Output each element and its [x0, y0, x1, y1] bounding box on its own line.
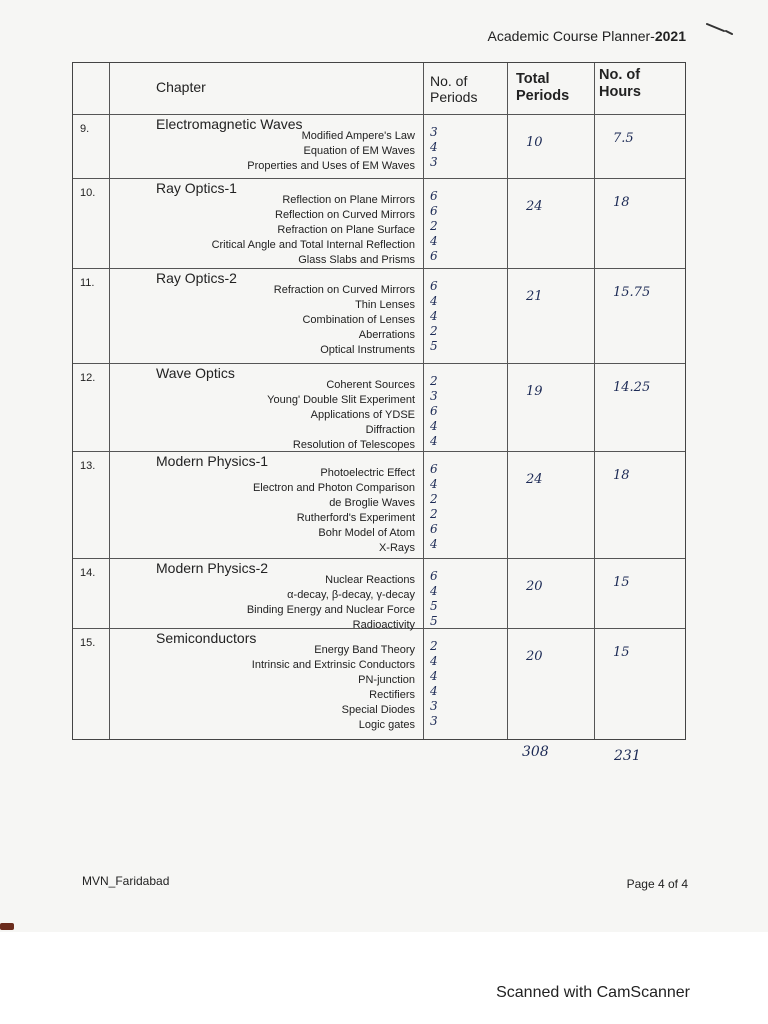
period-value: 4	[430, 140, 438, 154]
period-value: 3	[430, 389, 438, 403]
period-value: 2	[430, 374, 438, 388]
topic-item: Reflection on Curved Mirrors	[275, 209, 415, 221]
hours-value: 7.5	[613, 131, 634, 146]
total-periods-value: 24	[526, 199, 543, 214]
topic-item: Reflection on Plane Mirrors	[282, 194, 415, 206]
period-value: 4	[430, 684, 438, 698]
topic-item: de Broglie Waves	[329, 497, 415, 509]
periods-cell	[424, 115, 508, 179]
period-value: 6	[430, 189, 438, 203]
period-list	[430, 189, 438, 264]
chapter-cell	[110, 452, 424, 559]
periods-cell	[424, 452, 508, 559]
total-periods-cell	[508, 629, 595, 739]
total-periods-cell	[508, 559, 595, 629]
period-list	[430, 462, 438, 552]
chapter-cell	[110, 629, 424, 739]
hours-value: 18	[613, 195, 630, 210]
grand-total-periods: 308	[522, 744, 549, 760]
chapter-title: Ray Optics-1	[156, 180, 237, 196]
total-periods-cell	[508, 269, 595, 364]
hours-cell	[595, 269, 685, 364]
period-list	[430, 639, 438, 729]
chapter-number: 12.	[73, 364, 110, 452]
period-value: 6	[430, 462, 438, 476]
periods-cell	[424, 559, 508, 629]
document-title: Academic Course Planner-2021	[487, 28, 686, 44]
periods-cell	[424, 629, 508, 739]
topic-item: Coherent Sources	[326, 379, 415, 391]
period-value: 6	[430, 522, 438, 536]
chapter-cell	[110, 115, 424, 179]
chapter-cell	[110, 269, 424, 364]
topic-list	[267, 378, 415, 453]
chapter-cell	[110, 559, 424, 629]
period-value: 5	[430, 339, 438, 353]
total-periods-value: 10	[526, 135, 543, 150]
topic-item: Refraction on Curved Mirrors	[273, 284, 415, 296]
hours-cell	[595, 179, 685, 269]
total-periods-cell	[508, 364, 595, 452]
period-value: 3	[430, 699, 438, 713]
hours-cell	[595, 629, 685, 739]
period-value: 4	[430, 234, 438, 248]
topic-item: Special Diodes	[341, 704, 415, 716]
topic-list	[252, 643, 415, 733]
topic-item: Modified Ampere's Law	[301, 130, 415, 142]
hours-cell	[595, 115, 685, 179]
chapter-title: Semiconductors	[156, 630, 257, 646]
period-value: 3	[430, 155, 438, 169]
chapter-title: Electromagnetic Waves	[156, 116, 303, 132]
topic-item: Combination of Lenses	[302, 314, 415, 326]
total-periods-cell	[508, 452, 595, 559]
topic-item: Intrinsic and Extrinsic Conductors	[251, 659, 415, 671]
header-total-periods: Total Periods	[508, 63, 595, 115]
topic-item: Critical Angle and Total Internal Reflection	[211, 239, 415, 251]
page-number: Page 4 of 4	[626, 877, 688, 891]
total-periods-value: 24	[526, 472, 543, 487]
scanner-watermark: Scanned with CamScanner	[496, 984, 690, 1001]
course-planner-table	[72, 62, 686, 740]
period-value: 2	[430, 507, 438, 521]
header-chapter: Chapter	[110, 63, 424, 115]
period-value: 4	[430, 654, 438, 668]
chapter-cell	[110, 179, 424, 269]
header-hours: No. of Hours	[595, 63, 685, 115]
topic-item: Photoelectric Effect	[320, 467, 415, 479]
chapter-number: 15.	[73, 629, 110, 739]
hours-value: 15.75	[613, 285, 651, 300]
topic-item: Glass Slabs and Prisms	[298, 254, 415, 266]
topic-list	[247, 573, 415, 633]
total-periods-cell	[508, 179, 595, 269]
topic-item: Properties and Uses of EM Waves	[247, 160, 415, 172]
total-periods-cell	[508, 115, 595, 179]
topic-item: Resolution of Telescopes	[292, 439, 415, 451]
total-periods-value: 21	[526, 289, 543, 304]
period-value: 2	[430, 492, 438, 506]
topic-item: Radioactivity	[352, 619, 415, 631]
period-value: 5	[430, 614, 438, 628]
periods-cell	[424, 364, 508, 452]
period-value: 2	[430, 639, 438, 653]
topic-item: Applications of YDSE	[310, 409, 415, 421]
chapter-title: Modern Physics-1	[156, 453, 269, 469]
chapter-cell	[110, 364, 424, 452]
period-value: 4	[430, 419, 438, 433]
chapter-title: Ray Optics-2	[156, 270, 237, 286]
hours-value: 18	[613, 468, 630, 483]
topic-item: Young' Double Slit Experiment	[267, 394, 415, 406]
topic-item: Rutherford's Experiment	[296, 512, 415, 524]
period-value: 6	[430, 204, 438, 218]
period-value: 4	[430, 584, 438, 598]
topic-item: Optical Instruments	[320, 344, 415, 356]
chapter-number: 13.	[73, 452, 110, 559]
chapter-title: Modern Physics-2	[156, 560, 269, 576]
period-list	[430, 374, 438, 449]
chapter-number: 14.	[73, 559, 110, 629]
topic-item: Diffraction	[365, 424, 415, 436]
scan-edge-mark	[0, 923, 14, 930]
hours-cell	[595, 452, 685, 559]
period-value: 4	[430, 477, 438, 491]
period-value: 6	[430, 404, 438, 418]
pen-stroke-mark	[706, 22, 734, 36]
periods-cell	[424, 179, 508, 269]
topic-item: Nuclear Reactions	[325, 574, 415, 586]
topic-item: Thin Lenses	[355, 299, 415, 311]
period-value: 6	[430, 569, 438, 583]
hours-value: 14.25	[613, 380, 651, 395]
topic-list	[253, 466, 415, 556]
hours-cell	[595, 364, 685, 452]
hours-value: 15	[613, 645, 630, 660]
topic-item: PN-junction	[358, 674, 415, 686]
topic-item: Logic gates	[358, 719, 415, 731]
topic-item: Refraction on Plane Surface	[277, 224, 415, 236]
period-value: 3	[430, 125, 438, 139]
chapter-number: 11.	[73, 269, 110, 364]
hours-cell	[595, 559, 685, 629]
period-value: 6	[430, 249, 438, 263]
chapter-number: 10.	[73, 179, 110, 269]
period-list	[430, 569, 438, 629]
topic-item: Energy Band Theory	[314, 644, 415, 656]
period-value: 6	[430, 279, 438, 293]
grand-total-hours: 231	[614, 748, 641, 764]
period-value: 5	[430, 599, 438, 613]
period-value: 2	[430, 324, 438, 338]
total-periods-value: 19	[526, 384, 543, 399]
topic-list	[247, 129, 415, 174]
chapter-number: 9.	[73, 115, 110, 179]
topic-item: Aberrations	[358, 329, 415, 341]
period-value: 2	[430, 219, 438, 233]
topic-item: Electron and Photon Comparison	[252, 482, 415, 494]
topic-item: X-Rays	[378, 542, 415, 554]
period-value: 4	[430, 309, 438, 323]
topic-item: Rectifiers	[369, 689, 415, 701]
topic-item: Binding Energy and Nuclear Force	[246, 604, 415, 616]
hours-value: 15	[613, 575, 630, 590]
school-name: MVN_Faridabad	[82, 874, 170, 888]
period-value: 4	[430, 434, 438, 448]
topic-item: Bohr Model of Atom	[318, 527, 415, 539]
topic-item: α-decay, β-decay, γ-decay	[287, 589, 415, 601]
topic-list	[274, 283, 415, 358]
header-number-cell	[73, 63, 110, 115]
topic-item: Equation of EM Waves	[303, 145, 415, 157]
period-value: 4	[430, 294, 438, 308]
chapter-title: Wave Optics	[156, 365, 235, 381]
total-periods-value: 20	[526, 579, 543, 594]
scanner-footer	[0, 932, 768, 1024]
periods-cell	[424, 269, 508, 364]
period-list	[430, 125, 438, 170]
header-periods: No. of Periods	[424, 63, 508, 115]
period-value: 3	[430, 714, 438, 728]
period-list	[430, 279, 438, 354]
total-periods-value: 20	[526, 649, 543, 664]
period-value: 4	[430, 537, 438, 551]
topic-list	[212, 193, 415, 268]
period-value: 4	[430, 669, 438, 683]
